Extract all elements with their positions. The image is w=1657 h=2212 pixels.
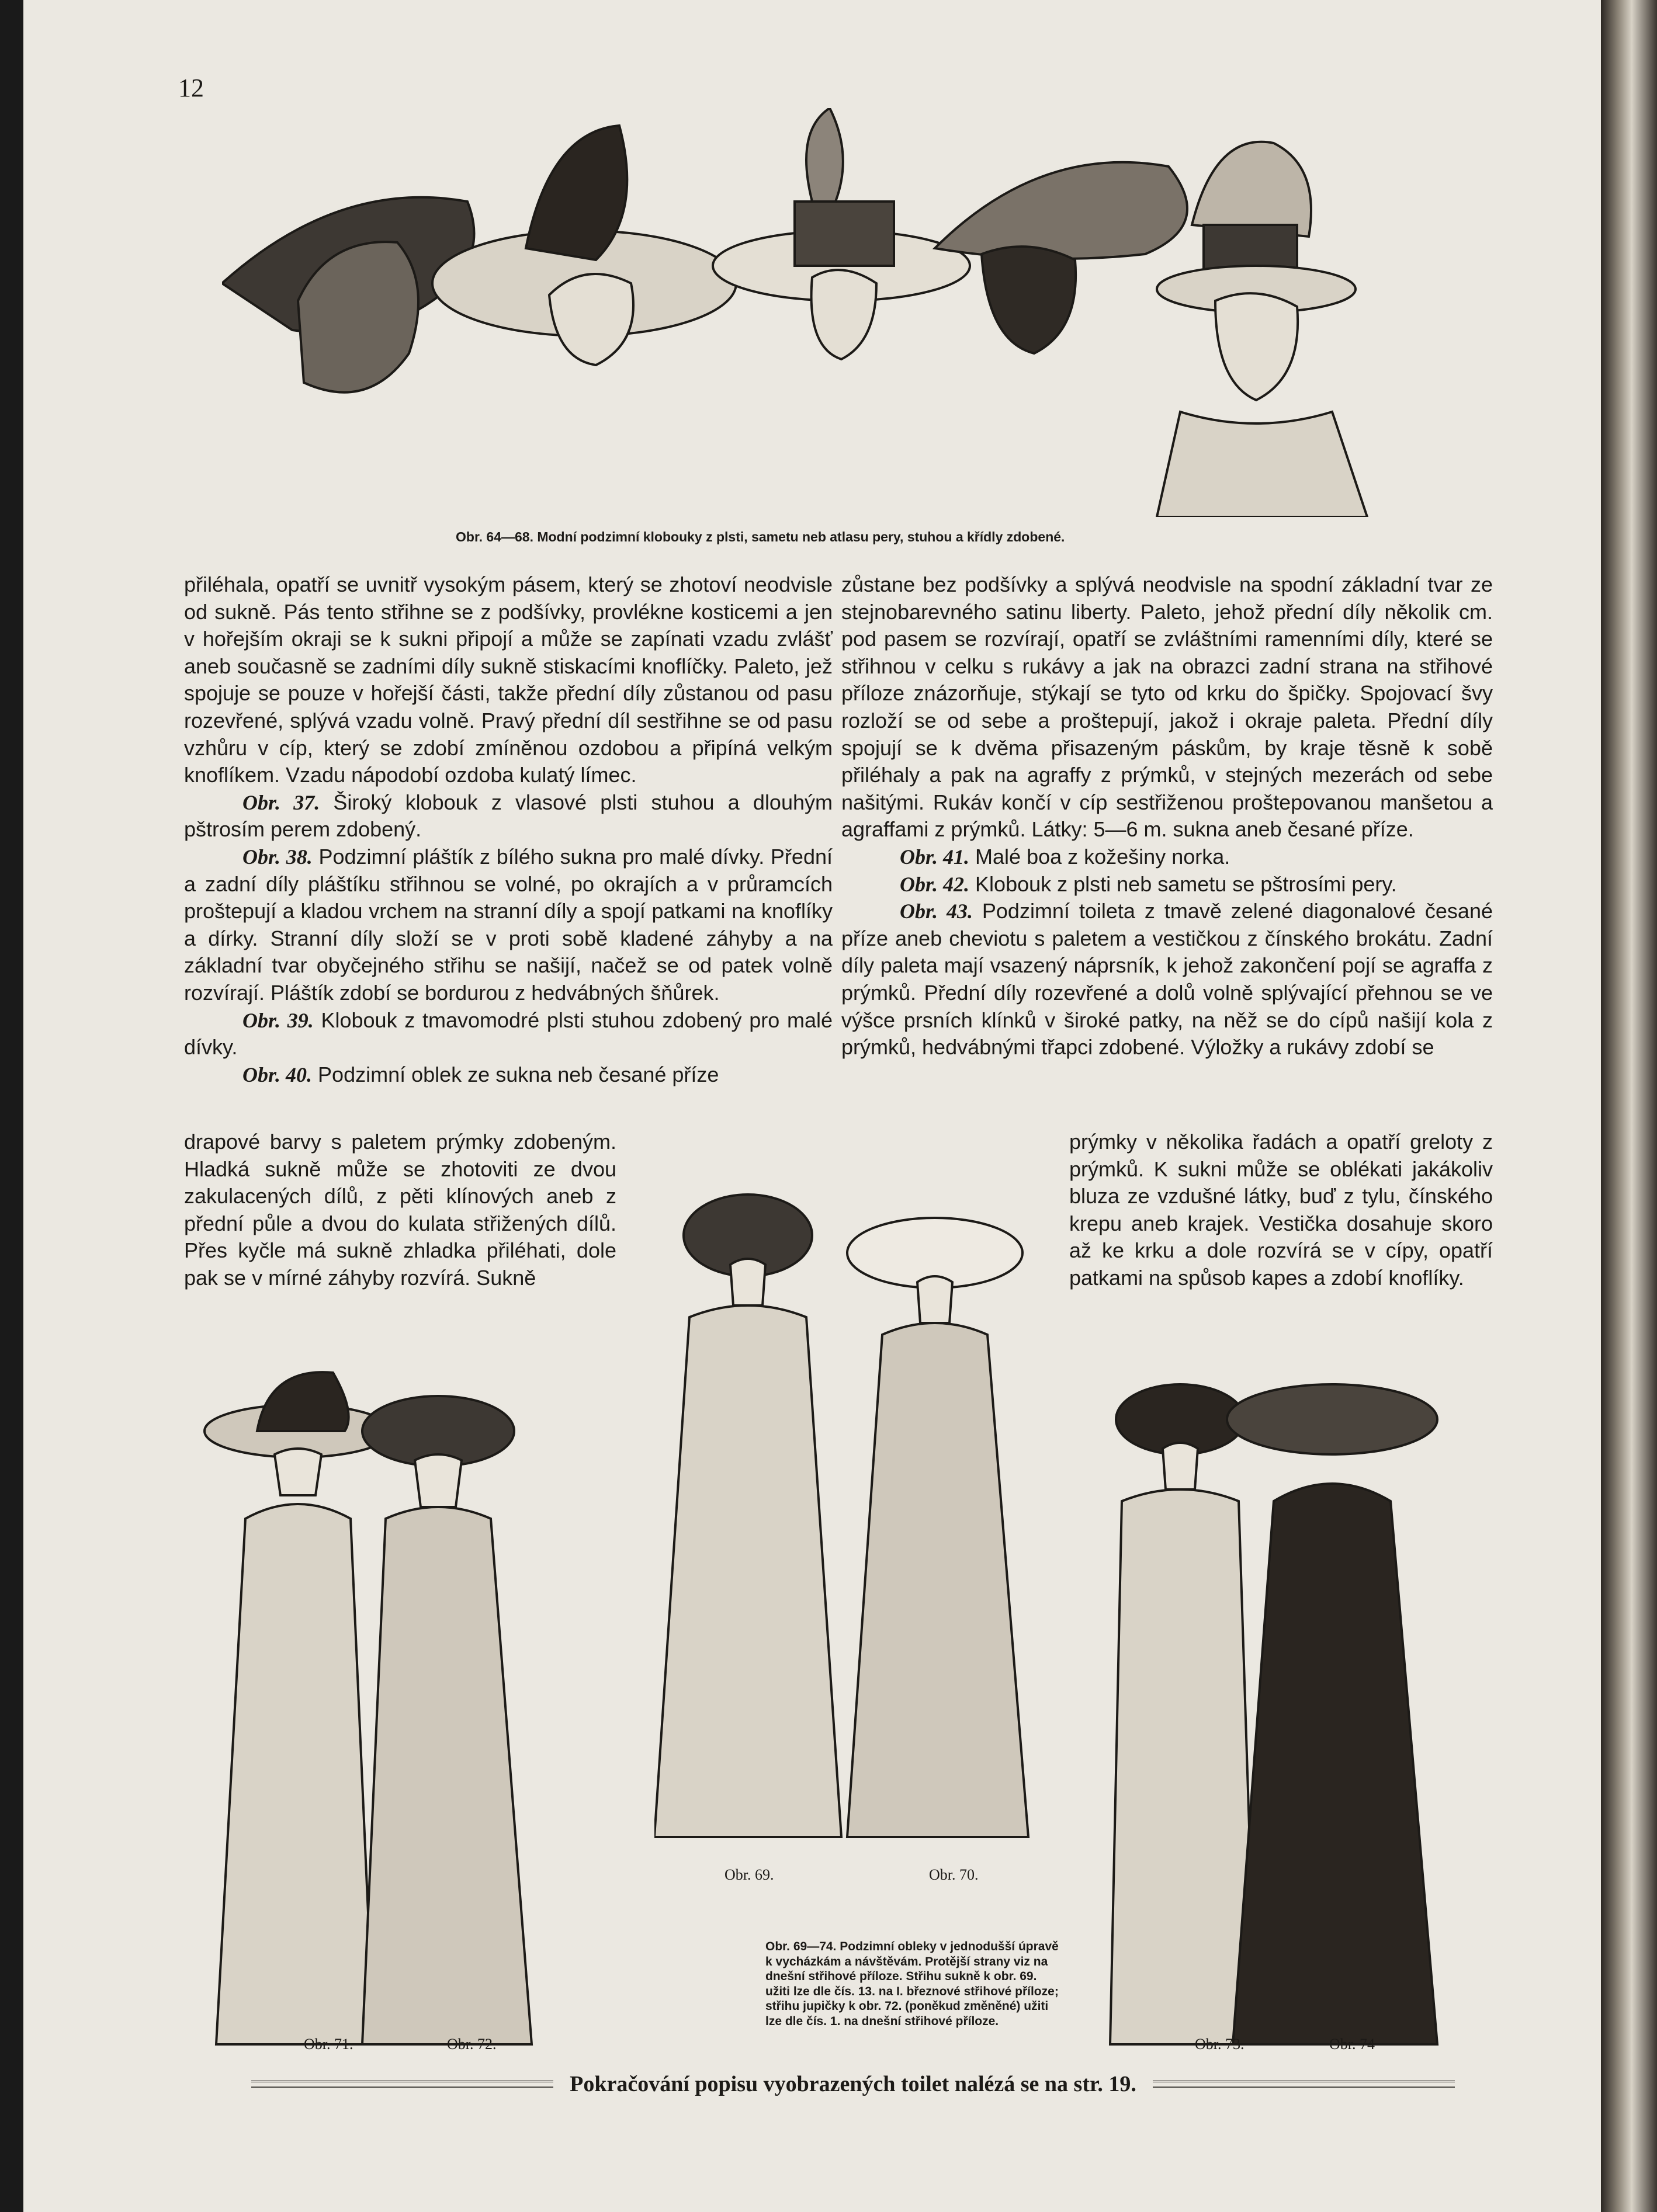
hats-illustration (222, 108, 1484, 517)
figure-ref-37: Obr. 37. (242, 790, 320, 814)
figure-ref-42: Obr. 42. (900, 872, 970, 896)
paragraph-obr-37 (184, 789, 833, 843)
paragraph-obr-38-text: Podzimní pláštík z bílého sukna pro malé dívky. Přední a zadní díly pláštíku střihnou se volné, po okrajích a v průramcích proštepují a kladou vrchem na stranní díly a spojí patkami na knoflíky a dírky. Stranní díly složí se v proti sobě kladené záhyby a na základní tvar obyčejného střihu se našijí, načež se od patek volně rozvírají. Pláštík zdobí se bordurou z hedvábných šňůrek. (184, 844, 833, 1005)
right-narrow-column-text (1069, 1128, 1493, 1292)
paragraph-obr-43-text: Podzimní toileta z tmavě zelené diagonalové česané příze aneb cheviotu s paletem a vestičkou z čínského brokátu. Zadní díly paleta mají vsazený náprsník, k jehož zakončení pojí se agraffa z prýmků. Přední díly rozevřené a dolů volně splývající přehnou se ve výšce prsních klínků v široké patky, na něž se do cípů našijí kola z prýmků, hedvábnými třapci zdobené. Výložky a rukávy zdobí se (841, 899, 1493, 1060)
right-column-text (841, 571, 1493, 1061)
page-number: 12 (178, 74, 204, 102)
paragraph-continuation: přiléhala, opatří se uvnitř vysokým pásem, který se zhotoví neodvisle od sukně. Pás tento střihne se z podšívky, provlékne kosticemi a jen v hořejším okraji se k sukni připojí a může se zapínati vzadu zvlášť aneb současně se zadními díly sukně stiskacími knoflíčky. Paleto, jež spojuje se pouze v hořejší části, takže přední díly zůstanou od pasu rozevřené, splývá vzadu volně. Pravý přední díl sestřihne se od pasu vzhůru v cíp, který se zdobí zmíněnou ozdobou a připíná velkým knoflíkem. Vzadu nápodobí ozdoba kulatý límec. (184, 572, 833, 787)
paragraph-obr-37-text: Široký klobouk z vlasové plsti stuhou a dlouhým pštrosím perem zdobený. (184, 790, 833, 842)
figure-ref-39: Obr. 39. (242, 1008, 314, 1032)
figure-label-72: Obr. 72. (447, 2036, 497, 2053)
suits-caption: Obr. 69—74. Podzimní obleky v jednodušší úpravě k vycházkám a návštěvám. Protější strany viz na dnešní střihové příloze. Střihu sukně k obr. 69. užiti lze dle čís. 13. na I. březnové střihové příloze; střihu jupičky k obr. 72. (poněkud změněné) užiti lze dle čís. 1. na dnešní střihové příloze. (765, 1940, 1059, 2029)
hats-caption: Obr. 64—68. Modní podzimní klobouky z plsti, sametu neb atlasu pery, stuhou a křídly zdobené. (456, 529, 1065, 544)
footer-continuation-note: Pokračování popisu vyobrazených toilet nalézá se na str. 19. (570, 2072, 1136, 2096)
paragraph-skirt-continuation: zůstane bez podšívky a splývá neodvisle na spodní základní tvar ze stejnobarevného satinu liberty. Paleto, jehož přední díly několik cm. pod pasem se rozvírají, opatří se zvláštními ramenními díly, které se střihnou v celku s rukávy a jak na obrazci zadní strana na střihové příloze znázorňuje, stýkají se tyto od krku do špičky. Spojovací švy rozloží se od sebe a proštepují, jakož i okraje paleta. Přední díly spojují se k dvěma přisazeným páskům, by kraje těsně k sobě přiléhaly a pak na agraffy z prýmků, v stejných mezerách od sebe našitými. Rukáv končí v cíp sestřiženou proštepovanou manšetou a agraffami z prýmků. Látky: 5—6 m. sukna aneb česané příze. (841, 572, 1493, 842)
figure-ref-41: Obr. 41. (900, 845, 970, 869)
left-narrow-column-text (184, 1128, 616, 1292)
figure-label-71: Obr. 71. (304, 2036, 353, 2053)
left-column-text (184, 571, 833, 1088)
figure-label-70: Obr. 70. (929, 1866, 979, 1883)
figure-label-74: Obr. 74 (1329, 2036, 1375, 2053)
suits-illustration-69-70 (654, 1165, 1052, 1883)
footer-rule-right (1153, 2081, 1455, 2088)
figure-ref-38: Obr. 38. (242, 845, 313, 869)
footer-rule-left (251, 2081, 553, 2088)
paragraph-obr-40-text: Podzimní oblek ze sukna neb česané příze (312, 1062, 719, 1086)
suits-illustration-73-74 (1087, 1349, 1461, 2056)
figure-label-73: Obr. 73. (1195, 2036, 1245, 2053)
paragraph-obr-40 (184, 1061, 833, 1089)
paragraph-obr-43 (841, 898, 1493, 1061)
magazine-page (23, 0, 1601, 2212)
continuation-footer (251, 2068, 1455, 2100)
figure-ref-43: Obr. 43. (900, 900, 973, 923)
figure-label-69: Obr. 69. (724, 1866, 774, 1883)
paragraph-obr-39 (184, 1007, 833, 1061)
paragraph-obr-40-continued: drapové barvy s paletem prýmky zdobeným. Hladká sukně může se zhotoviti ze dvou zakulacených dílů, z pěti klínových aneb z přední půle a dvou do kulata střižených dílů. Přes kyčle má sukně zhladka přiléhati, dole pak se v mírné záhyby rozvírá. Sukně (184, 1130, 616, 1290)
paragraph-obr-41 (841, 843, 1493, 871)
suits-illustration-71-72 (181, 1343, 567, 2056)
paragraph-obr-42 (841, 871, 1493, 898)
paragraph-obr-43-continued: prýmky v několika řadách a opatří greloty z prýmků. K sukni může se oblékati jakákoliv bluza ze vzdušné látky, buď z tylu, čínského krepu aneb krajek. Vestička dosahuje skoro až ke krku a dole rozvírá se v cípy, opatří patkami na spůsob kapes a zdobí knoflíky. (1069, 1130, 1493, 1290)
paragraph-obr-41-text: Malé boa z kožešiny norka. (969, 844, 1230, 869)
paragraph-obr-39-text: Klobouk z tmavomodré plsti stuhou zdobený pro malé dívky. (184, 1008, 833, 1060)
paragraph-obr-42-text: Klobouk z plsti neb sametu se pštrosími pery. (969, 871, 1397, 896)
book-spine-edge (1601, 0, 1657, 2212)
paragraph-obr-38 (184, 843, 833, 1007)
figure-ref-40: Obr. 40. (242, 1062, 313, 1086)
